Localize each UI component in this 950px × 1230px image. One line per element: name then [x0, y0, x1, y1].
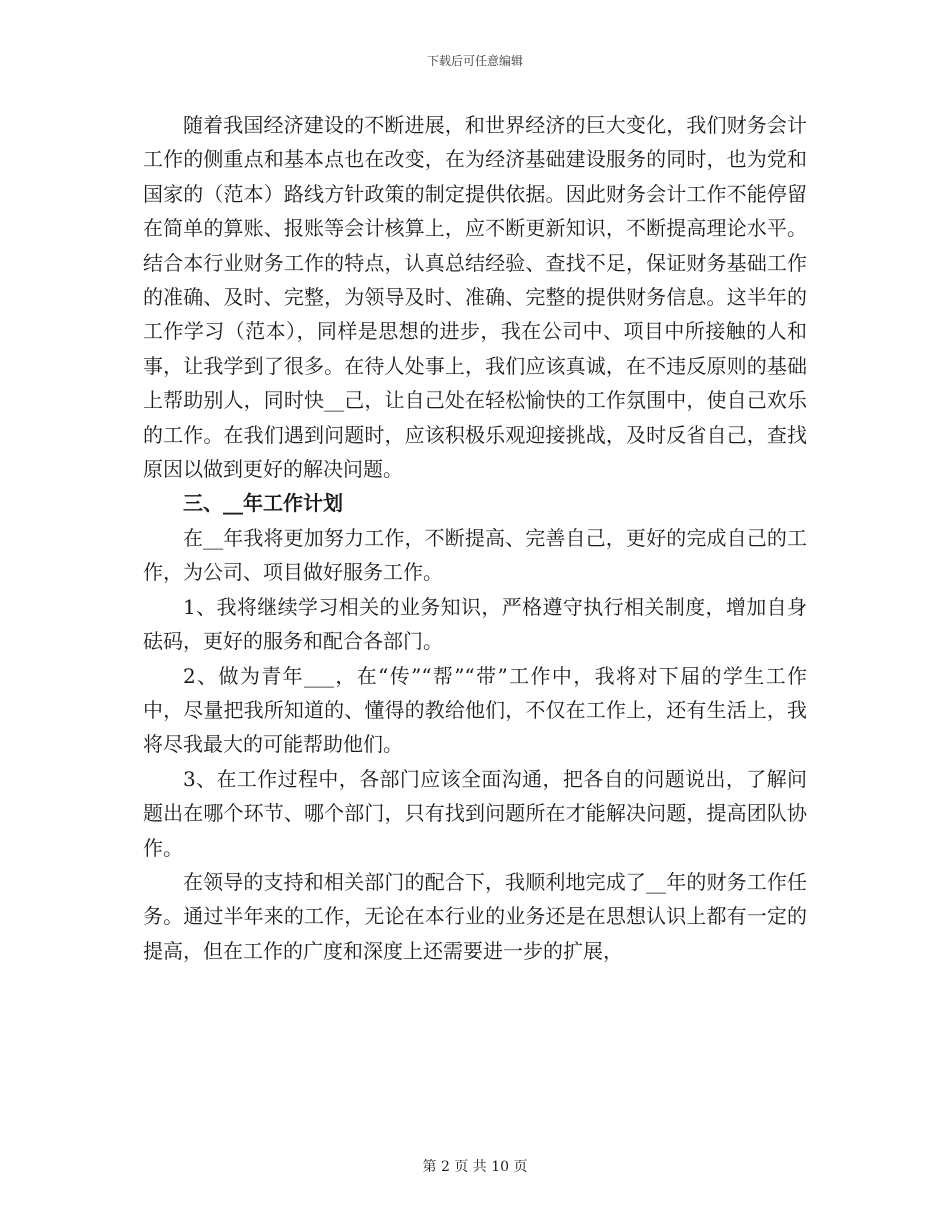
paragraph-plan-item-1: 1、我将继续学习相关的业务知识，严格遵守执行相关制度，增加自身砝码，更好的服务和配合各部门。	[143, 594, 807, 654]
page-header: 下载后可任意编辑	[426, 54, 523, 68]
paragraph-plan-item-3: 3、在工作过程中，各部门应该全面沟通，把各自的问题说出，了解问题出在哪个环节、哪个部门，只有找到问题所在才能解决问题，提高团队协作。	[143, 766, 807, 860]
paragraph-plan-item-2: 2、做为青年___，在“传”“帮”“带”工作中，我将对下届的学生工作中，尽量把我所知道的、懂得的教给他们，不仅在工作上，还有生活上，我将尽我最大的可能帮助他们。	[143, 663, 807, 757]
page-number: 第 2 页 共 10 页	[422, 1159, 528, 1175]
document-body	[143, 108, 807, 968]
paragraph-plan-intro: 在__年我将更加努力工作，不断提高、完善自己，更好的完成自己的工作，为公司、项目做好服务工作。	[143, 525, 807, 585]
section-heading-work-plan: 三、__年工作计划	[183, 491, 343, 516]
paragraph-summary: 随着我国经济建设的不断进展，和世界经济的巨大变化，我们财务会计工作的侧重点和基本点也在改变，在为经济基础建设服务的同时，也为党和国家的（范本）路线方针政策的制定提供依据。因此财务会计工作不能停留在简单的算账、报账等会计核算上，应不断更新知识，不断提高理论水平。结合本行业财务工作的特点，认真总结经验、查找不足，保证财务基础工作的准确、及时、完整，为领导及时、准确、完整的提供财务信息。这半年的工作学习（范本），同样是思想的进步，我在公司中、项目中所接触的人和事，让我学到了很多。在待人处事上，我们应该真诚，在不违反原则的基础上帮助别人，同时快__己，让自己处在轻松愉快的工作氛围中，使自己欢乐的工作。在我们遇到问题时，应该积极乐观迎接挑战，及时反省自己，查找原因以做到更好的解决问题。	[143, 113, 807, 482]
paragraph-conclusion: 在领导的支持和相关部门的配合下，我顺利地完成了__年的财务工作任务。通过半年来的工作，无论在本行业的业务还是在思想认识上都有一定的提高，但在工作的广度和深度上还需要进一步的扩展，	[143, 869, 807, 963]
